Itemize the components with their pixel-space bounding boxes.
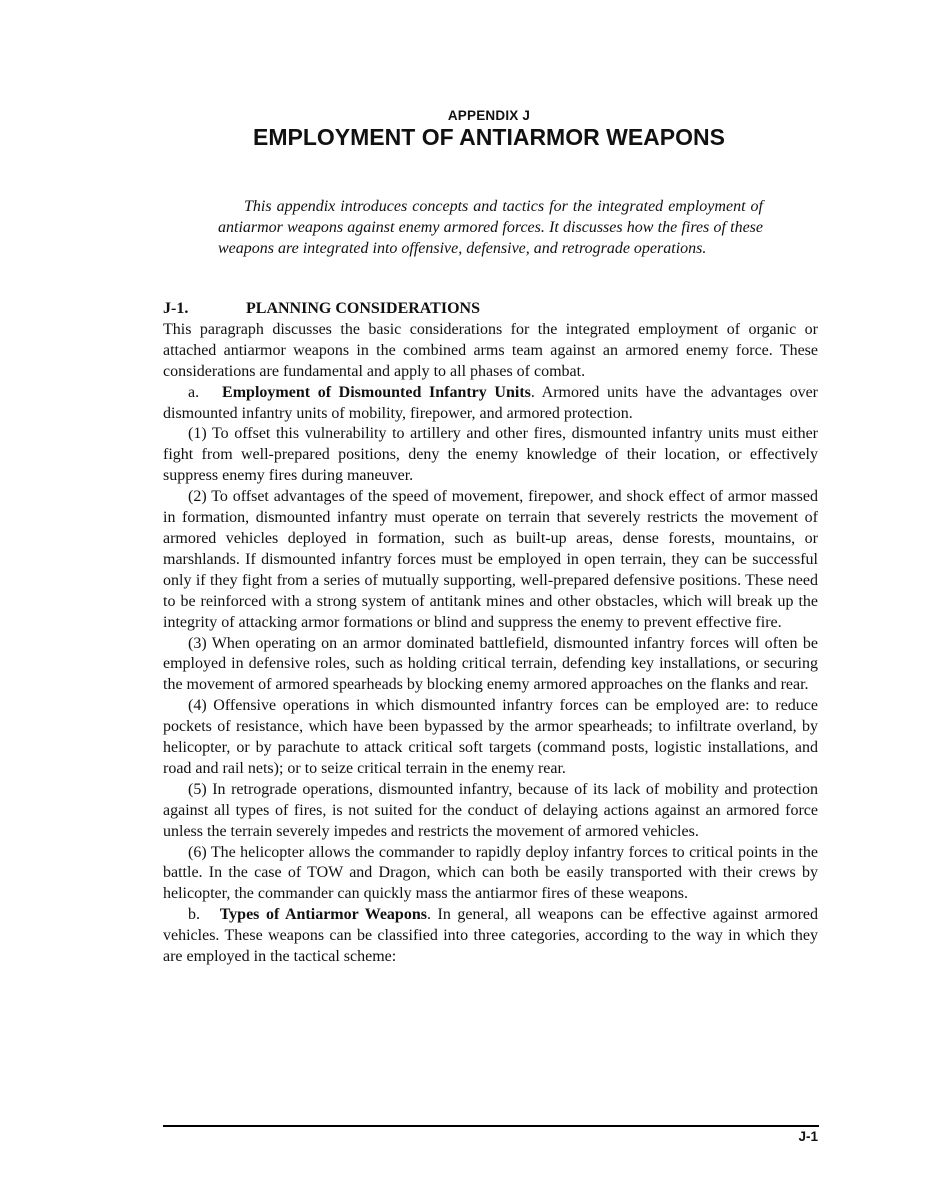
paragraph-4: (4) Offensive operations in which dismounted infantry forces can be employed are: to reduce pockets of resistance, which have been bypassed by the armor spearheads; to infiltrate overland, by helicopter, or by parachute to attack critical soft targets (command posts, logistic installations, and road and rail nets); or to seize critical terrain in the enemy rear. <box>163 697 818 777</box>
body-text <box>163 299 818 968</box>
subsection-b-paragraph <box>163 905 818 968</box>
subsection-a-paragraph <box>163 383 818 425</box>
subsection-a-heading: Employment of Dismounted Infantry Units <box>222 383 531 401</box>
section-title: PLANNING CONSIDERATIONS <box>246 300 480 317</box>
subsection-a-text: . Armored units have the advantages over dismounted infantry units of mobility, firepower, and armored protection. <box>163 383 818 422</box>
paragraph-2: (2) To offset advantages of the speed of movement, firepower, and shock effect of armor massed in formation, dismounted infantry must operate on terrain that severely restricts the movement of armored vehicles deployed in formation, such as built-up areas, dense forests, mountains, or marshlands. If dismounted infantry forces must be employed in open terrain, they can be successful only if they fight from a series of mutually supporting, well-prepared defensive positions. These need to be reinforced with a strong system of antitank mines and other obstacles, which will break up the integrity of attacking armor formations or blind and suppress the enemy to prevent effective fire. <box>163 488 818 631</box>
appendix-introduction <box>218 196 763 259</box>
subsection-b-marker: b. <box>188 906 200 924</box>
page-number: J-1 <box>798 1129 818 1144</box>
paragraph-6: (6) The helicopter allows the commander to rapidly deploy infantry forces to critical points in the battle. In the case of TOW and Dragon, which can both be easily transported with their crews by helicopter, the commander can quickly mass the antiarmor fires of these weapons. <box>163 843 818 903</box>
page-title: EMPLOYMENT OF ANTIARMOR WEAPONS <box>253 124 725 150</box>
paragraph-5: (5) In retrograde operations, dismounted infantry, because of its lack of mobility and protection against all types of fires, is not suited for the conduct of delaying actions against an armored force unless the terrain severely impedes and restricts the movement of armored vehicles. <box>163 780 818 840</box>
section-heading <box>163 299 818 320</box>
subsection-b-text: . In general, all weapons can be effective against armored vehicles. These weapons can be classified into three categories, according to the way in which they are employed in the tactical scheme: <box>163 906 818 966</box>
intro-text: This appendix introduces concepts and tactics for the integrated employment of antiarmor weapons against enemy armored forces. It discusses how the fires of these weapons are integrated into offensive, defensive, and retrograde operations. <box>218 198 763 257</box>
paragraph-3: (3) When operating on an armor dominated battlefield, dismounted infantry forces will often be employed in defensive roles, such as holding critical terrain, defending key installations, or securing the movement of armored spearheads by blocking enemy armored approaches on the flanks and rear. <box>163 634 818 694</box>
subsection-a-marker: a. <box>188 383 200 401</box>
footer-divider <box>163 1125 819 1127</box>
paragraph-1: (1) To offset this vulnerability to artillery and other fires, dismounted infantry units must either fight from well-prepared positions, deny the enemy knowledge of their location, or effectively suppress enemy fires during maneuver. <box>163 425 818 485</box>
subsection-b-heading: Types of Antiarmor Weapons <box>219 906 427 924</box>
appendix-label: APPENDIX J <box>447 108 531 123</box>
section-number: J-1. <box>163 300 189 317</box>
section-intro-paragraph: This paragraph discusses the basic considerations for the integrated employment of organic or attached antiarmor weapons in the combined arms team against an armored enemy force. These considerations are fundamental and apply to all phases of combat. <box>163 320 818 380</box>
